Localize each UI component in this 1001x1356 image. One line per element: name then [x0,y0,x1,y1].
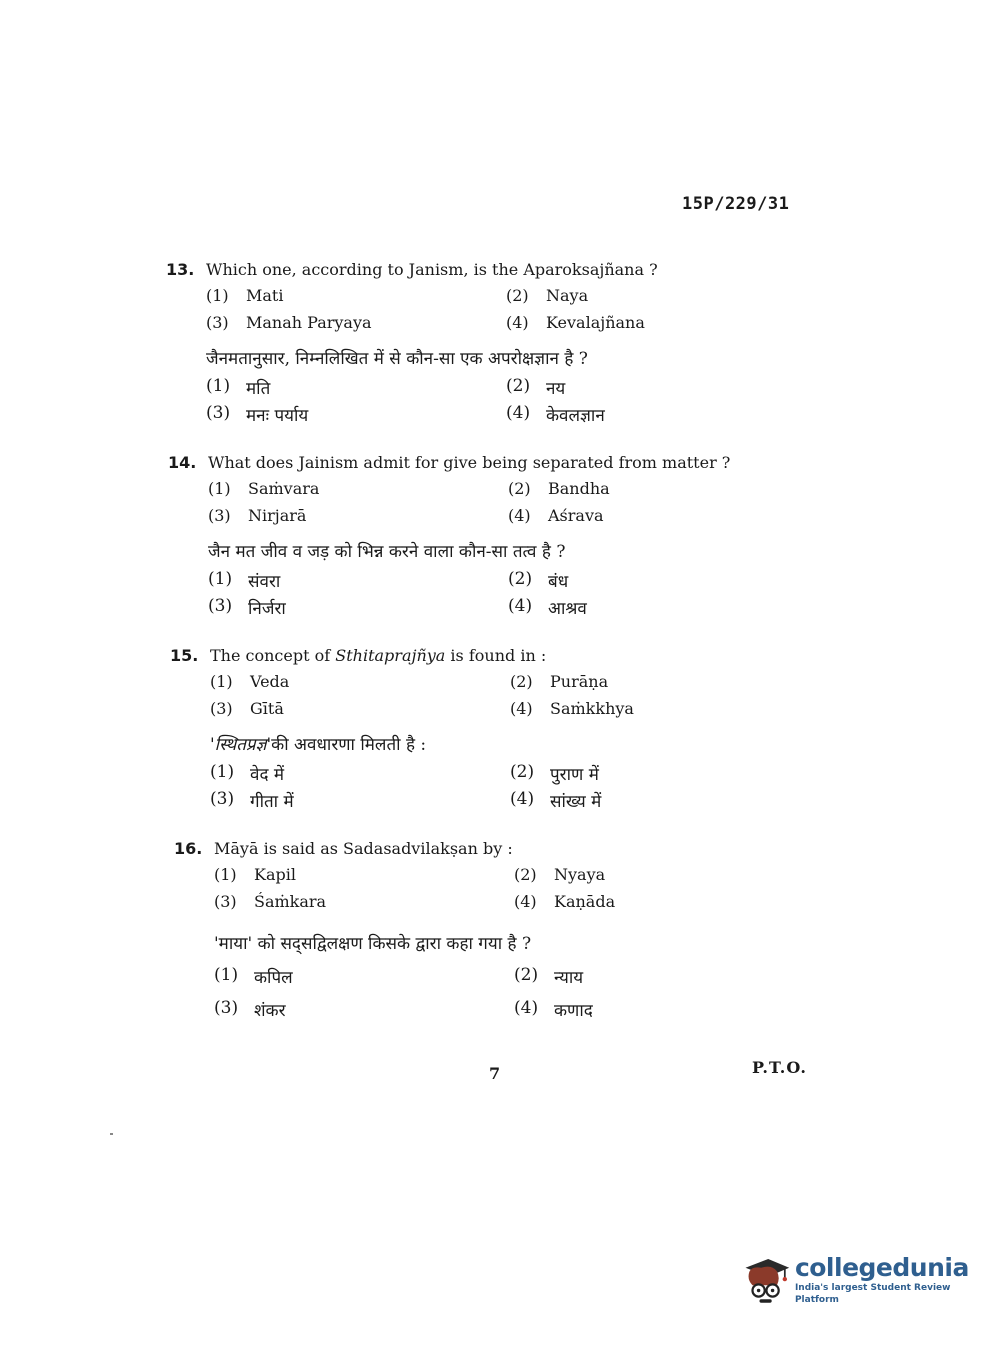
options-hi [206,376,806,430]
option-3-hi: (3) मनः पर्याय [206,403,309,426]
speck [110,1133,113,1135]
question-number: 15. [170,646,199,665]
options-hi [208,569,808,623]
page-number: 7 [489,1064,501,1083]
options-en [208,479,808,533]
question-text-hi: 'माया' को सद्सद्विलक्षण किसके द्वारा कहा गया है ? [214,934,532,954]
option-2-hi: (2) बंध [508,569,569,592]
option-2: (2) Naya [506,286,589,305]
options-en [210,672,810,726]
question-13 [166,260,806,430]
brand-name: collegedunia [794,1253,969,1282]
page-code: 15P/229/31 [682,194,790,214]
question-number: 14. [168,453,197,472]
option-1: (1) Kapil [214,865,296,884]
option-4-hi: (4) कणाद [514,998,593,1021]
option-4: (4) Kevalajñana [506,313,645,332]
term-sthitaprajnya-hi: 'स्थितप्रज्ञ' [210,735,272,755]
option-3: (3) Manah Paryaya [206,313,372,332]
option-4: (4) Aśrava [508,506,604,525]
pto-label: P.T.O. [752,1058,807,1077]
question-text-en: What does Jainism admit for give being separated from matter ? [208,453,731,472]
option-4: (4) Saṁkkhya [510,699,634,718]
options-en [214,865,814,919]
option-1-hi: (1) कपिल [214,965,293,988]
question-16 [174,839,814,1031]
options-hi [210,762,810,816]
option-1: (1) Saṁvara [208,479,320,498]
question-text-en: Māyā is said as Sadasadvilakṣan by : [214,839,513,858]
option-1-hi: (1) मति [206,376,271,399]
collegedunia-watermark [742,1250,972,1310]
option-2: (2) Nyaya [514,865,606,884]
option-1: (1) Veda [210,672,290,691]
option-3: (3) Nirjarā [208,506,307,525]
option-1-hi: (1) संवरा [208,569,281,592]
question-text-hi: जैनमतानुसार, निम्नलिखित में से कौन-सा एक अपरोक्षज्ञान है ? [206,349,588,369]
question-text-hi: 'स्थितप्रज्ञ' की अवधारणा मिलती है : [210,732,810,762]
option-3: (3) Śaṁkara [214,892,327,911]
graduate-mascot-icon [742,1252,791,1308]
option-2-hi: (2) पुराण में [510,762,599,785]
options-en [206,286,806,340]
question-number: 16. [174,839,203,858]
question-text-hi: जैन मत जीव व जड़ को भिन्न करने वाला कौन-सा तत्व है ? [208,542,566,562]
term-sthitaprajnya: Sthitaprajñya [335,646,446,665]
question-15 [170,646,810,816]
option-2-hi: (2) नय [506,376,566,399]
option-2: (2) Purāṇa [510,672,609,691]
option-2-hi: (2) न्याय [514,965,584,988]
question-14 [168,453,808,623]
brand-tagline: India's largest Student Review Platform [794,1283,951,1305]
question-text-en: The concept of Sthitaprajñya is found in : [210,646,547,665]
option-3-hi: (3) शंकर [214,998,286,1021]
question-number: 13. [166,260,195,279]
option-1-hi: (1) वेद में [210,762,285,785]
question-text-en: Which one, according to Janism, is the Aparoksajñana ? [206,260,658,279]
option-1: (1) Mati [206,286,284,305]
option-3: (3) Gītā [210,699,284,718]
option-4-hi: (4) आश्रव [508,596,587,619]
option-4-hi: (4) सांख्य में [510,789,602,812]
option-3-hi: (3) निर्जरा [208,596,286,619]
option-4: (4) Kaṇāda [514,892,616,911]
options-hi [214,965,814,1031]
option-3-hi: (3) गीता में [210,789,294,812]
option-4-hi: (4) केवलज्ञान [506,403,605,426]
option-2: (2) Bandha [508,479,610,498]
